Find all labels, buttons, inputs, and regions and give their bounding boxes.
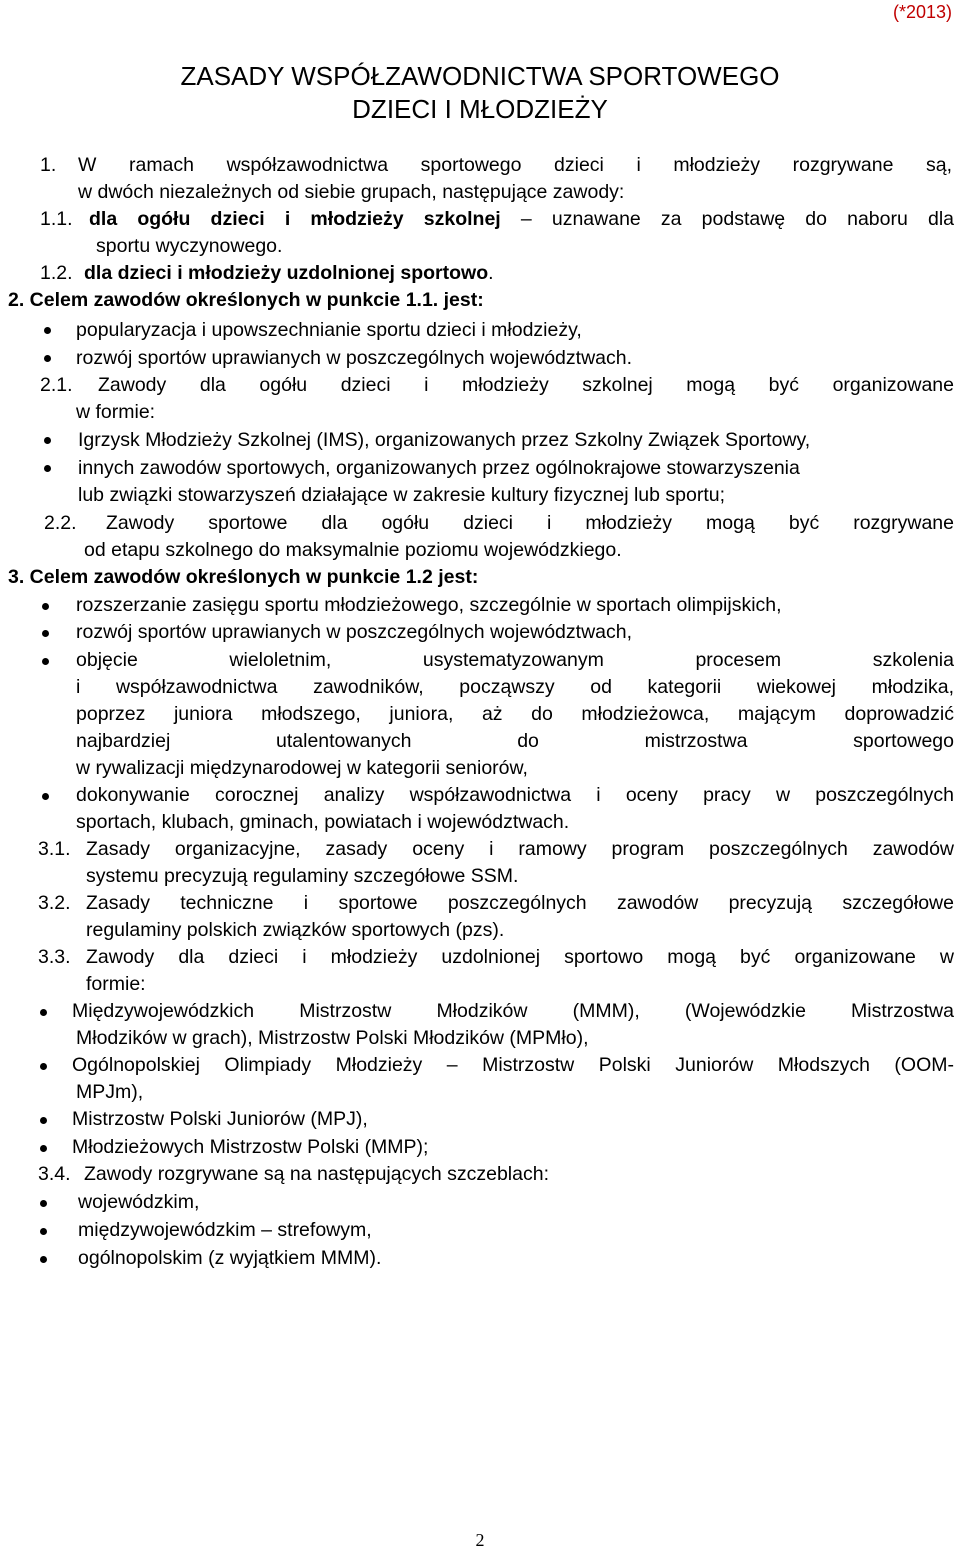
- bullet-icon: [40, 1009, 47, 1016]
- bullet-icon: [40, 1063, 47, 1070]
- section-2-bullet-2: rozwój sportów uprawianych w poszczególnych województwach.: [76, 347, 633, 369]
- item-1-2-number: 1.2.: [40, 262, 73, 284]
- item-2-2-line-2: od etapu szkolnego do maksymalnie poziomu wojewódzkiego.: [84, 539, 622, 561]
- item-3-4-text: Zawody rozgrywane są na następujących szczeblach:: [84, 1163, 549, 1185]
- bullet-icon: [40, 1228, 47, 1235]
- bullet-icon: [40, 1117, 47, 1124]
- item-3-2-number: 3.2.: [38, 892, 71, 914]
- item-1-1-line-2: sportu wyczynowego.: [96, 235, 283, 257]
- item-2-1-line-1: Zawody dla ogółu dzieci i młodzieży szkolnej mogą być organizowane: [98, 374, 954, 396]
- section-3-bullet-3-line-5: w rywalizacji międzynarodowej w kategorii seniorów,: [76, 757, 528, 779]
- item-1-2-text: [84, 260, 494, 287]
- bullet-icon: [40, 1256, 47, 1263]
- bullet-icon: [40, 1145, 47, 1152]
- section-3-bullet-3-line-3: poprzez juniora młodszego, juniora, aż do młodzieżowca, mającym doprowadzić: [76, 703, 954, 725]
- item-2-1-line-2: w formie:: [76, 401, 156, 423]
- bullet-icon: [40, 1200, 47, 1207]
- item-3-3-line-2: formie:: [86, 973, 146, 995]
- section-3-bullet-1: rozszerzanie zasięgu sportu młodzieżowego, szczególnie w sportach olimpijskich,: [76, 594, 782, 616]
- item-2-1-bullet-2-line-2: lub związki stowarzyszeń działające w zakresie kultury fizycznej lub sportu;: [78, 484, 726, 506]
- bullet-icon: [42, 630, 49, 637]
- year-stamp: (*2013): [892, 2, 952, 22]
- item-3-3-bullet-1-line-2: Młodzików w grach), Mistrzostw Polski Młodzików (MPMło),: [76, 1027, 589, 1049]
- item-3-3-line-1: Zawody dla dzieci i młodzieży uzdolnionej sportowo mogą być organizowane w: [86, 946, 954, 968]
- bullet-icon: [44, 437, 51, 444]
- section-3-bullet-3-line-2: i współzawodnictwa zawodników, począwszy od kategorii wiekowej młodzika,: [76, 676, 954, 698]
- section-3-bullet-3-line-1: objęcie wieloletnim, usystematyzowanym procesem szkolenia: [76, 649, 954, 671]
- bullet-icon: [42, 658, 49, 665]
- bullet-icon: [42, 793, 49, 800]
- title-line-1: ZASADY WSPÓŁZAWODNICTWA SPORTOWEGO: [180, 61, 780, 91]
- bullet-icon: [44, 327, 51, 334]
- item-1-1-line-1: [89, 206, 954, 233]
- section-1-line-1: W ramach współzawodnictwa sportowego dzieci i młodzieży rozgrywane są,: [78, 154, 952, 176]
- item-2-2-line-1: Zawody sportowe dla ogółu dzieci i młodzieży mogą być rozgrywane: [106, 512, 954, 534]
- item-3-3-bullet-1-line-1: Międzywojewódzkich Mistrzostw Młodzików (MMM), (Wojewódzkie Mistrzostwa: [72, 1000, 954, 1022]
- title-line-2: DZIECI I MŁODZIEŻY: [352, 94, 608, 124]
- item-3-4-bullet-1: wojewódzkim,: [78, 1191, 200, 1213]
- item-1-2-end: .: [488, 262, 494, 284]
- item-3-4-bullet-2: międzywojewódzkim – strefowym,: [78, 1219, 372, 1241]
- item-3-4-number: 3.4.: [38, 1163, 71, 1185]
- item-3-1-line-1: Zasady organizacyjne, zasady oceny i ramowy program poszczególnych zawodów: [86, 838, 954, 860]
- item-2-1-bullet-1: Igrzysk Młodzieży Szkolnej (IMS), organizowanych przez Szkolny Związek Sportowy,: [78, 429, 811, 451]
- item-3-3-bullet-2-line-2: MPJm),: [76, 1081, 144, 1103]
- bullet-icon: [44, 355, 51, 362]
- item-1-1-bold: dla ogółu dzieci i młodzieży szkolnej: [89, 208, 501, 230]
- item-3-3-number: 3.3.: [38, 946, 71, 968]
- item-3-1-line-2: systemu precyzują regulaminy szczegółowe SSM.: [86, 865, 519, 887]
- item-3-2-line-2: regulaminy polskich związków sportowych (pzs).: [86, 919, 505, 941]
- item-2-2-number: 2.2.: [44, 512, 77, 534]
- section-1-number: 1.: [40, 154, 57, 176]
- item-1-1-number: 1.1.: [40, 208, 73, 230]
- section-2-heading: 2. Celem zawodów określonych w punkcie 1.1. jest:: [8, 289, 484, 311]
- item-1-1-rest: – uznawane za podstawę do naboru dla: [500, 208, 955, 230]
- section-2-bullet-1: popularyzacja i upowszechnianie sportu dzieci i młodzieży,: [76, 319, 582, 341]
- item-3-3-bullet-4: Młodzieżowych Mistrzostw Polski (MMP);: [72, 1136, 429, 1158]
- item-1-2-bold: dla dzieci i młodzieży uzdolnionej sportowo: [84, 262, 489, 284]
- document-title: [0, 60, 960, 126]
- item-3-3-bullet-2-line-1: Ogólnopolskiej Olimpiady Młodzieży – Mistrzostw Polski Juniorów Młodszych (OOM-: [72, 1054, 954, 1076]
- section-3-bullet-2: rozwój sportów uprawianych w poszczególnych województwach,: [76, 621, 633, 643]
- section-3-bullet-3-line-4: najbardziej utalentowanych do mistrzostwa sportowego: [76, 730, 954, 752]
- item-2-1-bullet-2-line-1: innych zawodów sportowych, organizowanych przez ogólnokrajowe stowarzyszenia: [78, 457, 800, 479]
- page-number: 2: [475, 1530, 485, 1550]
- section-1-line-2: w dwóch niezależnych od siebie grupach, następujące zawody:: [78, 181, 625, 203]
- item-3-3-bullet-3: Mistrzostw Polski Juniorów (MPJ),: [72, 1108, 368, 1130]
- item-2-1-number: 2.1.: [40, 374, 73, 396]
- section-3-heading: 3. Celem zawodów określonych w punkcie 1.2 jest:: [8, 566, 479, 588]
- item-3-4-bullet-3: ogólnopolskim (z wyjątkiem MMM).: [78, 1247, 382, 1269]
- section-3-bullet-4-line-2: sportach, klubach, gminach, powiatach i województwach.: [76, 811, 570, 833]
- item-3-1-number: 3.1.: [38, 838, 71, 860]
- bullet-icon: [42, 603, 49, 610]
- item-3-2-line-1: Zasady techniczne i sportowe poszczególnych zawodów precyzują szczegółowe: [86, 892, 954, 914]
- section-3-bullet-4-line-1: dokonywanie corocznej analizy współzawodnictwa i oceny pracy w poszczególnych: [76, 784, 954, 806]
- bullet-icon: [44, 465, 51, 472]
